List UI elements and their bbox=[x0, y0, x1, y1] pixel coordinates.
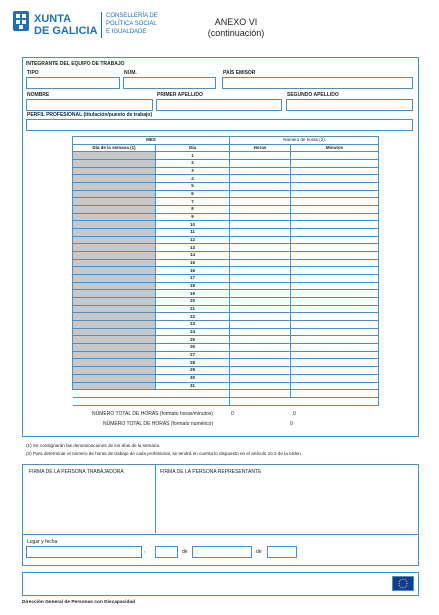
total-hm-label: NÚMERO TOTAL DE HORAS (formato horas/minutos) bbox=[92, 411, 213, 417]
minutos-cell[interactable] bbox=[291, 328, 379, 336]
table-row bbox=[73, 252, 379, 260]
minutos-cell[interactable] bbox=[291, 175, 379, 183]
dia-semana-cell[interactable] bbox=[73, 336, 156, 344]
dia-cell: 2 bbox=[156, 160, 230, 168]
minutos-cell[interactable] bbox=[291, 267, 379, 275]
horas-cell[interactable] bbox=[230, 221, 291, 229]
minutos-cell[interactable] bbox=[291, 321, 379, 329]
horas-cell[interactable] bbox=[230, 305, 291, 313]
table-row bbox=[73, 382, 379, 390]
nombre-field[interactable] bbox=[26, 99, 153, 111]
dia-semana-cell[interactable] bbox=[73, 190, 156, 198]
dia-cell: 18 bbox=[156, 282, 230, 290]
logo-line-2: DE GALICIA bbox=[34, 25, 98, 37]
logo-text bbox=[34, 13, 98, 37]
dia-field[interactable] bbox=[155, 546, 178, 558]
dia-semana-cell[interactable] bbox=[73, 198, 156, 206]
mes-header: MES bbox=[73, 137, 230, 145]
lugar-field[interactable] bbox=[26, 546, 142, 558]
horas-cell[interactable] bbox=[230, 321, 291, 329]
horas-cell[interactable] bbox=[230, 359, 291, 367]
dia-semana-header: Día de la semana (1) bbox=[73, 144, 156, 152]
minutos-cell[interactable] bbox=[291, 290, 379, 298]
dept-line-3: E IGUALDADE bbox=[106, 29, 147, 35]
horas-cell[interactable] bbox=[230, 290, 291, 298]
firma-representante-label: FIRMA DE LA PERSONA REPRESENTANTE bbox=[160, 469, 262, 475]
total-num-row bbox=[73, 397, 379, 405]
total-num-row-label-cell bbox=[73, 397, 230, 405]
minutos-cell[interactable] bbox=[291, 374, 379, 382]
table-row bbox=[73, 359, 379, 367]
eu-flag-icon bbox=[392, 576, 414, 591]
lugar-fecha-label: Lugar y fecha bbox=[27, 539, 58, 545]
dia-cell: 26 bbox=[156, 344, 230, 352]
firma-divider bbox=[155, 464, 156, 533]
horas-cell[interactable] bbox=[230, 236, 291, 244]
dia-semana-cell[interactable] bbox=[73, 221, 156, 229]
dia-cell: 20 bbox=[156, 298, 230, 306]
table-row bbox=[73, 221, 379, 229]
anexo-title: ANEXO VI bbox=[214, 17, 258, 27]
minutos-cell[interactable] bbox=[291, 275, 379, 283]
table-row bbox=[73, 298, 379, 306]
table-header-row-1 bbox=[73, 137, 379, 145]
horas-cell[interactable] bbox=[230, 282, 291, 290]
minutos-cell[interactable] bbox=[291, 313, 379, 321]
table-row bbox=[73, 229, 379, 237]
horas-cell[interactable] bbox=[230, 167, 291, 175]
dia-semana-cell[interactable] bbox=[73, 267, 156, 275]
minutos-cell[interactable] bbox=[291, 367, 379, 375]
minutos-cell[interactable] bbox=[291, 359, 379, 367]
dia-semana-cell[interactable] bbox=[73, 275, 156, 283]
table-header-row-2 bbox=[73, 144, 379, 152]
dia-semana-cell[interactable] bbox=[73, 313, 156, 321]
perfil-field[interactable] bbox=[26, 119, 413, 131]
table-row bbox=[73, 290, 379, 298]
table-row bbox=[73, 321, 379, 329]
pais-label: PAÍS EMISOR bbox=[223, 70, 256, 76]
minutos-cell[interactable] bbox=[291, 183, 379, 191]
primer-apellido-label: PRIMER APELLIDO bbox=[157, 92, 203, 98]
dia-semana-cell[interactable] bbox=[73, 183, 156, 191]
table-row bbox=[73, 275, 379, 283]
dia-cell: 21 bbox=[156, 305, 230, 313]
dia-cell: 27 bbox=[156, 351, 230, 359]
horas-cell[interactable] bbox=[230, 275, 291, 283]
horas-cell[interactable] bbox=[230, 183, 291, 191]
minutos-cell[interactable] bbox=[291, 259, 379, 267]
horas-cell[interactable] bbox=[230, 328, 291, 336]
minutos-cell[interactable] bbox=[291, 382, 379, 390]
dia-semana-cell[interactable] bbox=[73, 244, 156, 252]
dia-semana-cell[interactable] bbox=[73, 298, 156, 306]
horas-cell[interactable] bbox=[230, 160, 291, 168]
logo-separator bbox=[101, 12, 102, 38]
table-row bbox=[73, 282, 379, 290]
minutos-cell[interactable] bbox=[291, 167, 379, 175]
table-row bbox=[73, 374, 379, 382]
horas-cell[interactable] bbox=[230, 367, 291, 375]
dia-semana-cell[interactable] bbox=[73, 344, 156, 352]
table-row bbox=[73, 336, 379, 344]
total-hm-row-value-cell[interactable] bbox=[230, 390, 291, 398]
mes-field[interactable] bbox=[192, 546, 252, 558]
dia-semana-cell[interactable] bbox=[73, 160, 156, 168]
minutos-cell[interactable] bbox=[291, 244, 379, 252]
minutos-cell[interactable] bbox=[291, 282, 379, 290]
horas-cell[interactable] bbox=[230, 298, 291, 306]
table-row bbox=[73, 344, 379, 352]
minutos-cell[interactable] bbox=[291, 190, 379, 198]
horas-cell[interactable] bbox=[230, 190, 291, 198]
primer-apellido-field[interactable] bbox=[156, 99, 282, 111]
footer-text: Dirección General de Personas con Discapacidad bbox=[22, 600, 136, 605]
table-row bbox=[73, 183, 379, 191]
minutos-header: Minutos bbox=[291, 144, 379, 152]
total-num-row-value-cell[interactable] bbox=[230, 397, 379, 405]
dia-cell: 19 bbox=[156, 290, 230, 298]
horas-cell[interactable] bbox=[230, 382, 291, 390]
table-row bbox=[73, 259, 379, 267]
dia-semana-cell[interactable] bbox=[73, 367, 156, 375]
numero-horas-header: Número de horas (2) bbox=[230, 137, 379, 145]
horas-cell[interactable] bbox=[230, 252, 291, 260]
dia-header: Día bbox=[156, 144, 230, 152]
horas-cell[interactable] bbox=[230, 213, 291, 221]
dia-semana-cell[interactable] bbox=[73, 382, 156, 390]
dept-line-1: CONSELLERÍA DE bbox=[106, 13, 158, 19]
dia-semana-cell[interactable] bbox=[73, 321, 156, 329]
num-field[interactable] bbox=[123, 77, 216, 89]
horas-cell[interactable] bbox=[230, 244, 291, 252]
total-num-label: NÚMERO TOTAL DE HORAS (formato numérico) bbox=[103, 421, 214, 427]
horas-cell[interactable] bbox=[230, 175, 291, 183]
dia-semana-cell[interactable] bbox=[73, 351, 156, 359]
dia-cell: 6 bbox=[156, 190, 230, 198]
dia-cell: 25 bbox=[156, 336, 230, 344]
table-row bbox=[73, 244, 379, 252]
horas-cell[interactable] bbox=[230, 267, 291, 275]
dia-cell: 10 bbox=[156, 221, 230, 229]
note-1: (1) Se consignarán las denominaciones de los días de la semana. bbox=[26, 443, 161, 448]
table-row bbox=[73, 236, 379, 244]
de-label-1: de bbox=[182, 549, 188, 555]
minutos-cell[interactable] bbox=[291, 229, 379, 237]
dia-semana-cell[interactable] bbox=[73, 374, 156, 382]
dia-cell: 16 bbox=[156, 267, 230, 275]
dia-semana-cell[interactable] bbox=[73, 213, 156, 221]
firma-trabajadora-area[interactable] bbox=[23, 478, 154, 532]
table-row bbox=[73, 313, 379, 321]
table-row bbox=[73, 175, 379, 183]
minutos-cell[interactable] bbox=[291, 198, 379, 206]
firma-trabajadora-label: FIRMA DE LA PERSONA TRABAJADORA bbox=[29, 469, 124, 475]
dia-semana-cell[interactable] bbox=[73, 175, 156, 183]
total-hm-row-label-cell bbox=[73, 390, 230, 398]
dia-semana-cell[interactable] bbox=[73, 259, 156, 267]
dia-cell: 14 bbox=[156, 252, 230, 260]
horas-cell[interactable] bbox=[230, 313, 291, 321]
dia-cell: 1 bbox=[156, 152, 230, 160]
minutos-cell[interactable] bbox=[291, 351, 379, 359]
dia-semana-cell[interactable] bbox=[73, 290, 156, 298]
minutos-cell[interactable] bbox=[291, 236, 379, 244]
footer-box bbox=[22, 572, 419, 596]
dia-cell: 15 bbox=[156, 259, 230, 267]
horas-header: Horas bbox=[230, 144, 291, 152]
lugar-comma: , bbox=[144, 548, 146, 554]
firma-representante-area[interactable] bbox=[157, 478, 416, 532]
dia-semana-cell[interactable] bbox=[73, 206, 156, 214]
horas-cell[interactable] bbox=[230, 374, 291, 382]
table-row bbox=[73, 305, 379, 313]
minutos-cell[interactable] bbox=[291, 213, 379, 221]
num-label: NÚM. bbox=[124, 70, 137, 76]
segundo-apellido-label: SEGUNDO APELLIDO bbox=[287, 92, 339, 98]
table-row bbox=[73, 267, 379, 275]
minutos-cell[interactable] bbox=[291, 344, 379, 352]
minutos-cell[interactable] bbox=[291, 221, 379, 229]
total-num-value: 0 bbox=[290, 421, 293, 427]
horas-cell[interactable] bbox=[230, 152, 291, 160]
dia-cell: 5 bbox=[156, 183, 230, 191]
dia-cell: 4 bbox=[156, 175, 230, 183]
logo-line-1: XUNTA bbox=[34, 13, 72, 25]
dept-line-2: POLÍTICA SOCIAL bbox=[106, 21, 157, 27]
de-label-2: de bbox=[256, 549, 262, 555]
minutos-cell[interactable] bbox=[291, 305, 379, 313]
minutos-cell[interactable] bbox=[291, 152, 379, 160]
horas-cell[interactable] bbox=[230, 351, 291, 359]
dia-cell: 31 bbox=[156, 382, 230, 390]
table-row bbox=[73, 167, 379, 175]
xunta-emblem-icon bbox=[12, 10, 30, 32]
horas-cell[interactable] bbox=[230, 336, 291, 344]
anexo-heading bbox=[196, 17, 276, 39]
table-row bbox=[73, 351, 379, 359]
minutos-cell[interactable] bbox=[291, 206, 379, 214]
dia-semana-cell[interactable] bbox=[73, 229, 156, 237]
dia-semana-cell[interactable] bbox=[73, 359, 156, 367]
horas-cell[interactable] bbox=[230, 229, 291, 237]
total-hm-horas: 0 bbox=[231, 411, 234, 417]
dia-cell: 24 bbox=[156, 328, 230, 336]
minutos-cell[interactable] bbox=[291, 336, 379, 344]
table-row bbox=[73, 367, 379, 375]
dia-cell: 17 bbox=[156, 275, 230, 283]
dia-semana-cell[interactable] bbox=[73, 236, 156, 244]
equipo-section-title: INTEGRANTE DEL EQUIPO DE TRABAJO bbox=[26, 61, 125, 67]
dia-cell: 9 bbox=[156, 213, 230, 221]
dia-cell: 28 bbox=[156, 359, 230, 367]
table-row bbox=[73, 190, 379, 198]
table-row bbox=[73, 213, 379, 221]
dia-cell: 12 bbox=[156, 236, 230, 244]
dia-semana-cell[interactable] bbox=[73, 328, 156, 336]
dia-cell: 23 bbox=[156, 321, 230, 329]
dia-cell: 13 bbox=[156, 244, 230, 252]
eu-stars-icon bbox=[393, 577, 413, 590]
dia-cell: 8 bbox=[156, 206, 230, 214]
table-row bbox=[73, 328, 379, 336]
department-name bbox=[106, 12, 158, 36]
table-row bbox=[73, 206, 379, 214]
dia-cell: 7 bbox=[156, 198, 230, 206]
minutos-cell[interactable] bbox=[291, 252, 379, 260]
minutos-cell[interactable] bbox=[291, 298, 379, 306]
dia-cell: 29 bbox=[156, 367, 230, 375]
table-row bbox=[73, 152, 379, 160]
dia-cell: 22 bbox=[156, 313, 230, 321]
horas-cell[interactable] bbox=[230, 344, 291, 352]
total-hm-row bbox=[73, 390, 379, 398]
segundo-apellido-field[interactable] bbox=[286, 99, 413, 111]
total-hm-row-value2-cell[interactable] bbox=[291, 390, 379, 398]
dia-semana-cell[interactable] bbox=[73, 305, 156, 313]
horas-cell[interactable] bbox=[230, 198, 291, 206]
minutos-cell[interactable] bbox=[291, 160, 379, 168]
tipo-label: TIPO bbox=[27, 70, 39, 76]
dia-semana-cell[interactable] bbox=[73, 282, 156, 290]
note-2: (2) Para determinar el número de horas de trabajo de cada profesional, se tendrá en cuenta lo dispuesto en el artículo 10.3 de la orden. bbox=[26, 451, 303, 456]
table-row bbox=[73, 198, 379, 206]
dia-cell: 30 bbox=[156, 374, 230, 382]
pais-field[interactable] bbox=[222, 77, 413, 89]
xunta-logo bbox=[12, 10, 202, 46]
anio-field[interactable] bbox=[267, 546, 297, 558]
perfil-label: PERFIL PROFESIONAL (titulación/puesto de trabajo) bbox=[27, 112, 153, 118]
total-hm-minutos: 0 bbox=[293, 411, 296, 417]
hours-table bbox=[72, 136, 379, 406]
table-row bbox=[73, 160, 379, 168]
anexo-subtitle: (continuación) bbox=[207, 28, 265, 38]
dia-cell: 3 bbox=[156, 167, 230, 175]
nombre-label: NOMBRE bbox=[27, 92, 50, 98]
dia-cell: 11 bbox=[156, 229, 230, 237]
dia-semana-cell[interactable] bbox=[73, 152, 156, 160]
dia-semana-cell[interactable] bbox=[73, 252, 156, 260]
tipo-field[interactable] bbox=[26, 77, 120, 89]
horas-cell[interactable] bbox=[230, 259, 291, 267]
dia-semana-cell[interactable] bbox=[73, 167, 156, 175]
horas-cell[interactable] bbox=[230, 206, 291, 214]
